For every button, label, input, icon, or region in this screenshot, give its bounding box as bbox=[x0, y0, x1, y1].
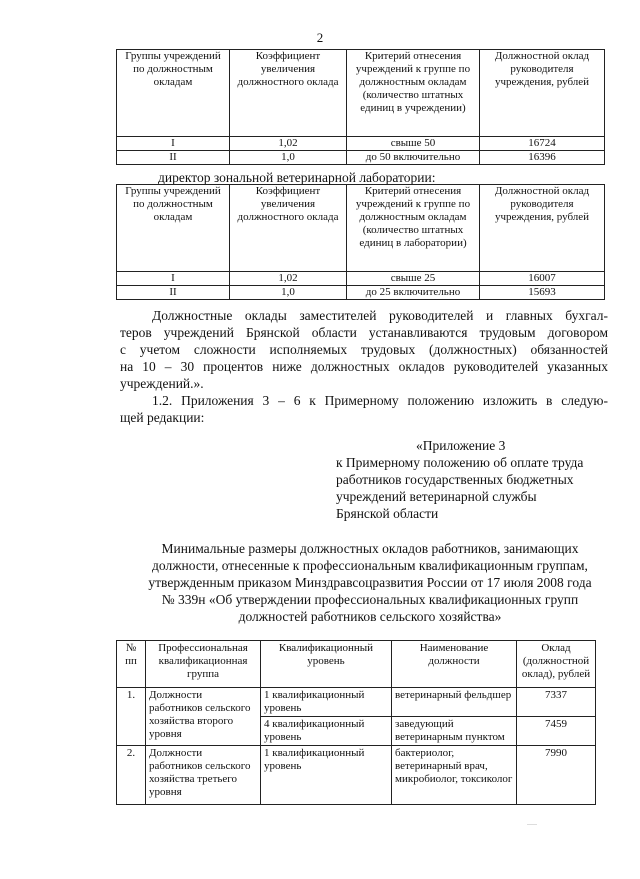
amendment-paragraph bbox=[120, 392, 608, 426]
table-header-row bbox=[117, 185, 605, 272]
criterion-cell: свыше 50 bbox=[347, 137, 480, 151]
criterion-cell: до 25 включительно bbox=[347, 286, 480, 300]
table-row bbox=[117, 286, 605, 300]
header-cell: Должностной оклад руководителя учреждения, рублей bbox=[480, 50, 605, 137]
position-cell: ветеринарный фельдшер bbox=[392, 688, 517, 717]
salary-cell: 7459 bbox=[517, 717, 596, 746]
table-row bbox=[117, 137, 605, 151]
text-line: на 10 – 30 процентов ниже должностных окладов руководителей указанных bbox=[120, 359, 608, 374]
salary-cell: 7990 bbox=[517, 746, 596, 805]
header-cell: Должностной оклад руководителя учреждения, рублей bbox=[480, 185, 605, 272]
salary-cell: 7337 bbox=[517, 688, 596, 717]
text-line: 1.2. Приложения 3 – 6 к Примерному положению изложить в следую- bbox=[152, 393, 608, 408]
number-cell: 2. bbox=[117, 746, 146, 805]
header-cell: Профессиональная квалификационная группа bbox=[146, 641, 261, 688]
document-title bbox=[110, 540, 630, 625]
salary-cell: 15693 bbox=[480, 286, 605, 300]
salary-cell: 16396 bbox=[480, 151, 605, 165]
salary-table-institutions bbox=[116, 49, 605, 165]
title-line: утвержденным приказом Минздравсоцразвития России от 17 июля 2008 года bbox=[148, 575, 592, 590]
group-cell: Должности работников сельского хозяйства третьего уровня bbox=[146, 746, 261, 805]
coefficient-cell: 1,0 bbox=[230, 286, 347, 300]
coefficient-cell: 1,0 bbox=[230, 151, 347, 165]
coefficient-cell: 1,02 bbox=[230, 137, 347, 151]
criterion-cell: свыше 25 bbox=[347, 272, 480, 286]
header-cell: Коэффициент увеличения должностного оклада bbox=[230, 185, 347, 272]
header-cell: Критерий отнесения учреждений к группе по должностным окладам (количество штатных единиц в лаборатории) bbox=[347, 185, 480, 272]
header-cell: Коэффициент увеличения должностного оклада bbox=[230, 50, 347, 137]
text-line: учреждений.». bbox=[120, 376, 204, 391]
text-line: щей редакции: bbox=[120, 410, 205, 425]
level-cell: 1 квалификационный уровень bbox=[261, 746, 392, 805]
appendix-block bbox=[336, 437, 626, 522]
text-line: теров учреждений Брянской области устанавливаются трудовым договором bbox=[120, 325, 608, 340]
deputy-salary-paragraph bbox=[120, 307, 608, 392]
lab-director-heading: директор зональной ветеринарной лаборатории: bbox=[158, 170, 436, 185]
number-cell: 1. bbox=[117, 688, 146, 746]
group-cell: I bbox=[117, 272, 230, 286]
salary-table-laboratories bbox=[116, 184, 605, 300]
table-header-row bbox=[117, 50, 605, 137]
group-cell: Должности работников сельского хозяйства второго уровня bbox=[146, 688, 261, 746]
header-cell: Группы учреждений по должностным окладам bbox=[117, 185, 230, 272]
table-row bbox=[117, 272, 605, 286]
appendix-title: «Приложение 3 bbox=[416, 438, 506, 453]
text-line: Должностные оклады заместителей руководителей и главных бухгал- bbox=[152, 308, 608, 323]
header-cell: № пп bbox=[117, 641, 146, 688]
appendix-line: учреждений ветеринарной службы bbox=[336, 489, 537, 504]
coefficient-cell: 1,02 bbox=[230, 272, 347, 286]
criterion-cell: до 50 включительно bbox=[347, 151, 480, 165]
position-cell: бактериолог, ветеринарный врач, микробиолог, токсиколог bbox=[392, 746, 517, 805]
title-line: должности, отнесенные к профессиональным квалификационным группам, bbox=[152, 558, 588, 573]
appendix-line: Брянской области bbox=[336, 506, 439, 521]
table-header-row bbox=[117, 641, 596, 688]
group-cell: II bbox=[117, 286, 230, 300]
scan-artifact bbox=[527, 824, 537, 825]
level-cell: 1 квалификационный уровень bbox=[261, 688, 392, 717]
salary-cell: 16007 bbox=[480, 272, 605, 286]
header-cell: Критерий отнесения учреждений к группе по должностным окладам (количество штатных единиц в учреждении) bbox=[347, 50, 480, 137]
minimum-salary-table bbox=[116, 640, 596, 805]
group-cell: II bbox=[117, 151, 230, 165]
page-number: 2 bbox=[316, 30, 324, 45]
title-line: должностей работников сельского хозяйства» bbox=[238, 609, 502, 624]
level-cell: 4 квалификационный уровень bbox=[261, 717, 392, 746]
table-row bbox=[117, 151, 605, 165]
appendix-line: к Примерному положению об оплате труда bbox=[336, 455, 584, 470]
header-cell: Наименование должности bbox=[392, 641, 517, 688]
position-cell: заведующий ветеринарным пунктом bbox=[392, 717, 517, 746]
header-cell: Группы учреждений по должностным окладам bbox=[117, 50, 230, 137]
header-cell: Квалификационный уровень bbox=[261, 641, 392, 688]
table-row bbox=[117, 688, 596, 717]
table-row bbox=[117, 746, 596, 805]
group-cell: I bbox=[117, 137, 230, 151]
text-line: с учетом сложности исполняемых трудовых (должностных) обязанностей bbox=[120, 342, 608, 357]
title-line: № 339н «Об утверждении профессиональных квалификационных групп bbox=[161, 592, 579, 607]
title-line: Минимальные размеры должностных окладов работников, занимающих bbox=[161, 541, 579, 556]
header-cell: Оклад (должностной оклад), рублей bbox=[517, 641, 596, 688]
salary-cell: 16724 bbox=[480, 137, 605, 151]
appendix-line: работников государственных бюджетных bbox=[336, 472, 574, 487]
